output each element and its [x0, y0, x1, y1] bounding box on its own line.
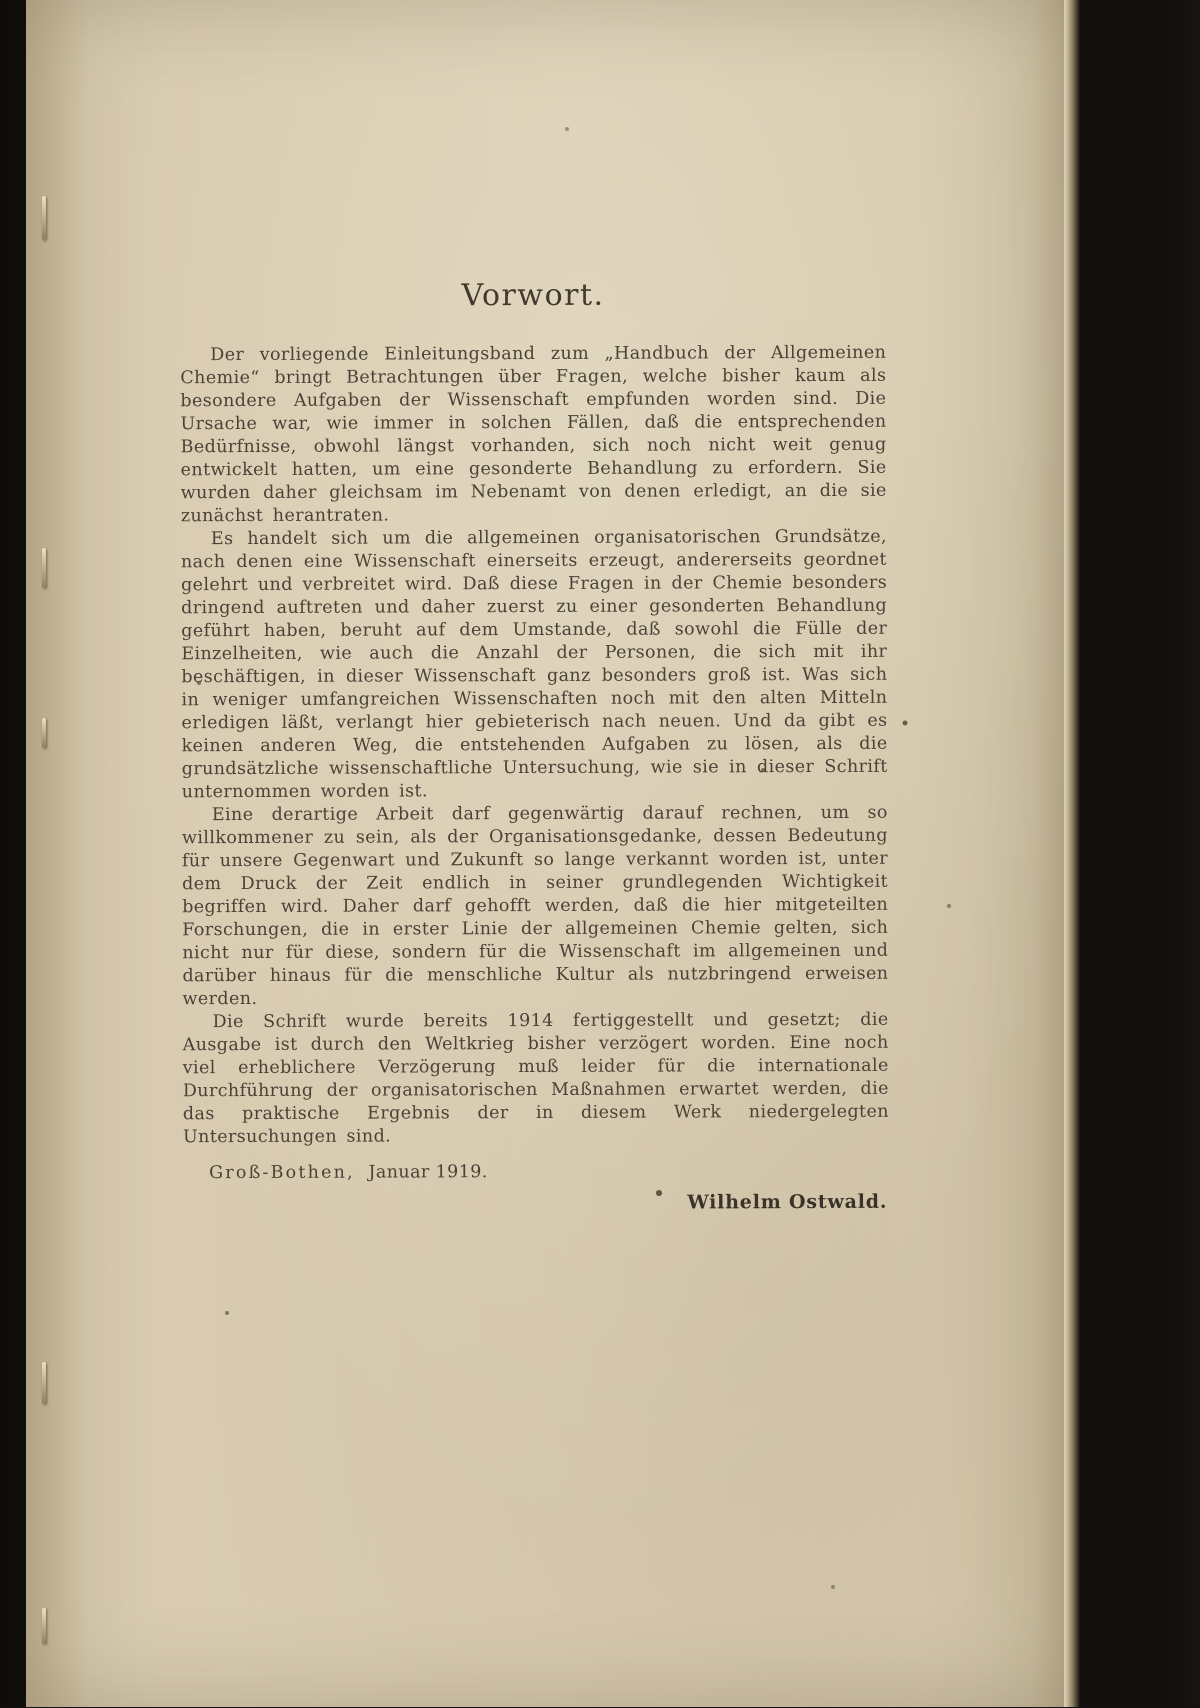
binding-stitch	[42, 548, 46, 588]
dateline-place: Groß-Bothen,	[209, 1162, 355, 1184]
page-title: Vorwort.	[461, 277, 605, 314]
page-content	[179, 0, 891, 1708]
binding-stitch	[42, 718, 46, 748]
page-stack-edge	[1064, 0, 1080, 1707]
signature: Wilhelm Ostwald.	[687, 1190, 888, 1214]
binding-stitch	[42, 1362, 46, 1404]
paragraph-3: Eine derartige Arbeit darf gegenwärtig darauf rechnen, um so willkommener zu sein, als der Organisationsgedanke, dessen Bedeutung für unsere Gegenwart und Zukunft so lange verkannt worden ist, unter dem Druck der Zeit endlich in seiner grundlegenden Wichtigkeit begriffen wird. Daher darf gehofft werden, daß die hier mitgeteilten Forschungen, die in erster Linie der allgemeinen Chemie gelten, sich nicht nur für diese, sondern für die Wissenschaft im allgemeinen und darüber hinaus für die menschliche Kultur als nutzbringend erweisen werden.	[181, 802, 889, 1010]
paper-specks	[26, 0, 28, 2]
paragraph-4: Die Schrift wurde bereits 1914 fertiggestellt und gesetzt; die Ausgabe ist durch den Weltkrieg bisher verzögert worden. Eine noch viel erheblichere Verzögerung muß leider für die internationale Durchführung der organisatorischen Maßnahmen erwartet werden, die das praktische Ergebnis der in diesem Werk niedergelegten Untersuchungen sind.	[182, 1009, 889, 1148]
paragraph-2: Es handelt sich um die allgemeinen organisatorischen Grundsätze, nach denen eine Wissenschaft einerseits erzeugt, andererseits geordnet gelehrt und verbreitet wird. Daß diese Fragen in der Chemie besonders dringend auftreten und daher zuerst zu einer gesonderten Behandlung geführt haben, beruht auf dem Umstande, daß sowohl die Fülle der Einzelheiten, wie auch die Anzahl der Personen, die sich mit ihr beschäftigen, in dieser Wissenschaft ganz besonders groß ist. Was sich in weniger umfangreichen Wissenschaften noch mit den alten Mitteln erledigen läßt, verlangt hier gebieterisch nach neuen. Und da gibt es keinen anderen Weg, die entstehenden Aufgaben zu lösen, als die grundsätzliche wissenschaftliche Untersuchung, wie sie in dieser Schrift unternommen worden ist.	[180, 526, 888, 803]
dateline	[183, 1161, 889, 1183]
binding-stitch	[42, 196, 46, 240]
book-page	[26, 0, 1064, 1707]
dateline-date: Januar 1919.	[368, 1162, 488, 1183]
binding-stitch	[42, 1608, 46, 1644]
paragraph-1: Der vorliegende Einleitungsband zum „Handbuch der Allgemeinen Chemie“ bringt Betrachtungen über Fragen, welche bisher kaum als besondere Aufgaben der Wissenschaft empfunden worden sind. Die Ursache war, wie immer in solchen Fällen, daß die entsprechenden Bedürfnisse, obwohl längst vorhanden, sich noch nicht weit genug entwickelt hatten, um eine gesonderte Behandlung zu erfordern. Sie wurden daher gleichsam im Nebenamt von denen erledigt, an die sie zunächst herantraten.	[180, 342, 887, 527]
binding-edge	[26, 0, 86, 1707]
